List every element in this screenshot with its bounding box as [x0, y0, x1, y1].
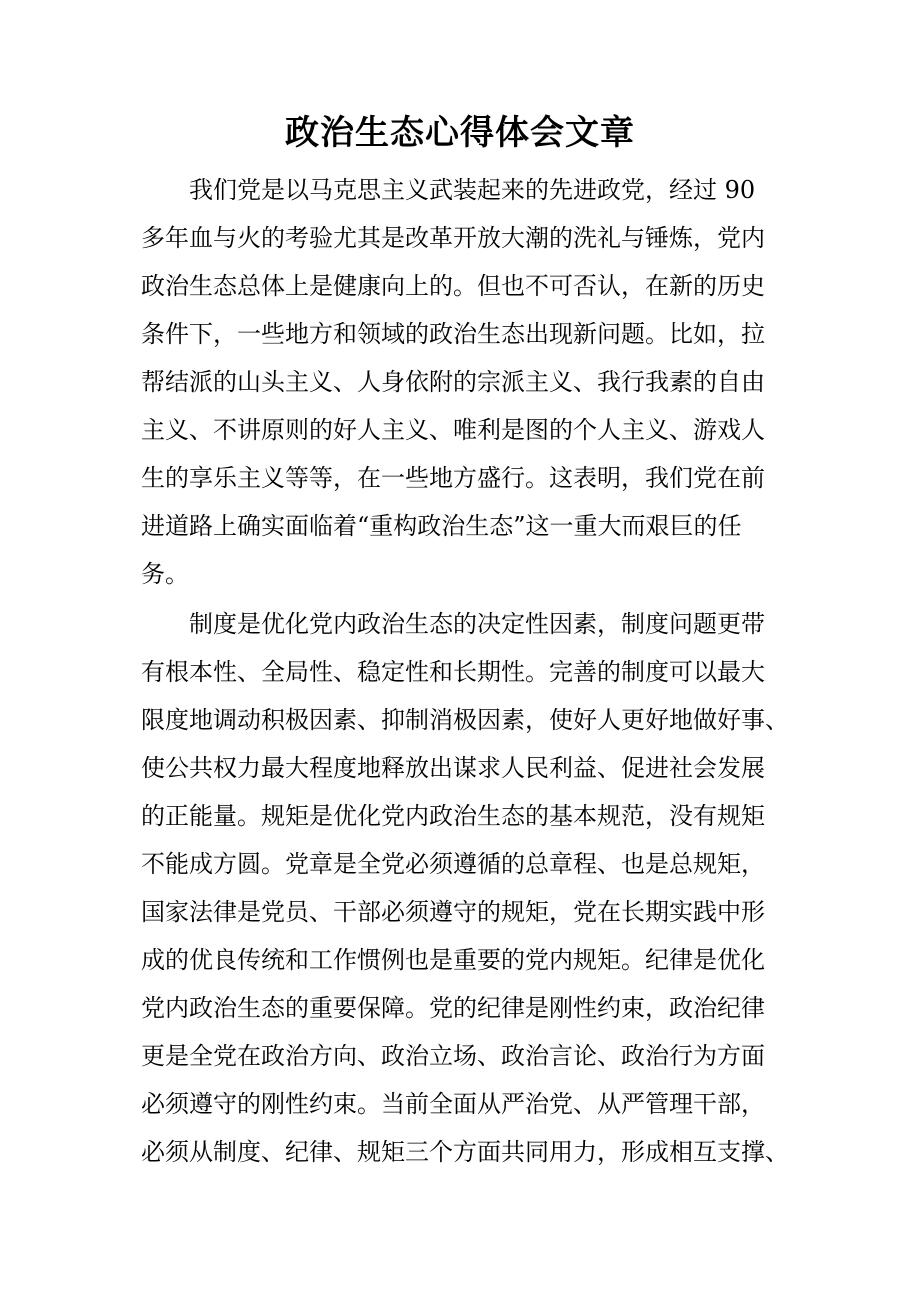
text-line: 不能成方圆。党章是全党必须遵循的总章程、也是总规矩， [141, 850, 765, 878]
text-line: 进道路上确实面临着“重构政治生态”这一重大而艰巨的任 [141, 512, 742, 540]
text-line: 的正能量。规矩是优化党内政治生态的基本规范，没有规矩 [141, 802, 765, 830]
text-line: 生的享乐主义等等，在一些地方盛行。这表明，我们党在前 [141, 464, 765, 492]
text-line: 务。 [141, 560, 189, 588]
text-line: 限度地调动积极因素、抑制消极因素，使好人更好地做好事、 [141, 706, 789, 734]
text-line: 党内政治生态的重要保障。党的纪律是刚性约束，政治纪律 [141, 994, 765, 1022]
text-line: 我们党是以马克思主义武装起来的先进政党，经过 90 [189, 176, 756, 204]
text-line: 必须遵守的刚性约束。当前全面从严治党、从严管理干部， [141, 1090, 765, 1118]
text-line: 条件下，一些地方和领域的政治生态出现新问题。比如，拉 [141, 320, 765, 348]
text-line: 主义、不讲原则的好人主义、唯利是图的个人主义、游戏人 [141, 416, 765, 444]
text-line: 成的优良传统和工作惯例也是重要的党内规矩。纪律是优化 [141, 946, 765, 974]
text-line: 国家法律是党员、干部必须遵守的规矩，党在长期实践中形 [141, 898, 765, 926]
text-line: 使公共权力最大程度地释放出谋求人民利益、促进社会发展 [141, 754, 765, 782]
text-line: 必须从制度、纪律、规矩三个方面共同用力，形成相互支撑、 [141, 1138, 789, 1166]
text-line: 政治生态总体上是健康向上的。但也不可否认，在新的历史 [141, 272, 765, 300]
document-title: 政治生态心得体会文章 [285, 113, 635, 153]
text-line: 更是全党在政治方向、政治立场、政治言论、政治行为方面 [141, 1042, 765, 1070]
text-line: 有根本性、全局性、稳定性和长期性。完善的制度可以最大 [141, 658, 765, 686]
text-line: 帮结派的山头主义、人身依附的宗派主义、我行我素的自由 [141, 368, 765, 396]
text-line: 制度是优化党内政治生态的决定性因素，制度问题更带 [189, 610, 765, 638]
text-line: 多年血与火的考验尤其是改革开放大潮的洗礼与锤炼，党内 [141, 224, 765, 252]
